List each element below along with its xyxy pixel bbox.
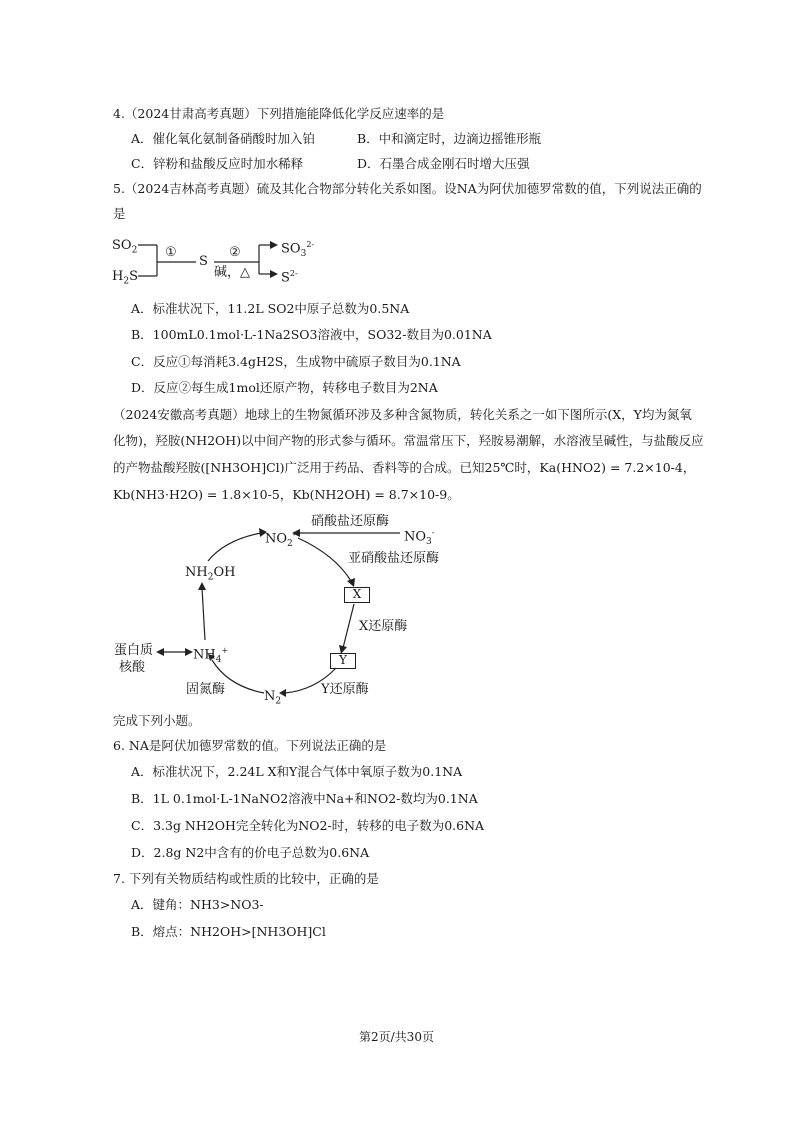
q4-option-c: C．锌粉和盐酸反应时加水稀释 — [131, 156, 304, 171]
q5-stem-line1: 5.（2024吉林高考真题）硫及其化合物部分转化关系如图。设NA为阿伏加德罗常数的值，下列说法正确的 — [113, 181, 702, 196]
q5-option-a: A．标准状况下，11.2L SO2中原子总数为0.5NA — [131, 301, 410, 316]
q7-option-b: B．熔点：NH2OH>[NH3OH]Cl — [131, 924, 326, 939]
no3-label: $NO_3^-$ — [404, 528, 435, 547]
so2-label: $SO_2$ — [112, 238, 138, 256]
q7-stem: 7. 下列有关物质结构或性质的比较中，正确的是 — [113, 871, 379, 886]
nitrogenase-label: 固氮酶 — [186, 682, 226, 697]
x-reductase-label: X还原酶 — [359, 619, 408, 634]
q6-option-b: B．1L 0.1mol·L-1NaNO2溶液中Na+和NO2-数均为0.1NA — [131, 791, 478, 806]
q7-option-a: A．键角：NH3>NO3- — [131, 897, 264, 912]
passage-line2: 化物)，羟胺(NH2OH)以中间产物的形式参与循环。常温常压下，羟胺易潮解，水溶液呈碱性，与盐酸反应 — [113, 433, 704, 448]
q4-option-a: A．催化氧化氨制备硝酸时加入铂 — [131, 131, 316, 146]
nh2oh-label: $NH_2OH$ — [185, 565, 236, 583]
q4-option-b: B．中和滴定时，边滴边摇锥形瓶 — [357, 131, 542, 146]
passage-line4: Kb(NH3·H2O) = 1.8×10-5，Kb(NH2OH) = 8.7×10-9。 — [113, 487, 460, 502]
y-reductase-label: Y还原酶 — [321, 682, 369, 697]
nitrate-reductase-label: 硝酸盐还原酶 — [311, 514, 390, 529]
nitrite-reductase-label: 亚硝酸盐还原酶 — [348, 551, 440, 566]
page-footer: 第2页/共30页 — [359, 1030, 434, 1044]
q6-option-c: C．3.3g NH2OH完全转化为NO2-时，转移的电子数为0.6NA — [131, 818, 485, 833]
s2-label: $S^{2-}$ — [281, 269, 298, 286]
q4-option-d: D．石墨合成金刚石时增大压强 — [357, 156, 530, 171]
condition-label: 碱，△ — [214, 265, 250, 280]
so3-label: $SO_3^{2-}$ — [281, 240, 315, 259]
n2-label: $N_2$ — [264, 689, 282, 707]
q5-stem-line2: 是 — [113, 206, 126, 221]
nh4-label: $NH_4^+$ — [193, 646, 229, 665]
complete-instruction: 完成下列小题。 — [113, 713, 201, 728]
sulfur-label: S — [199, 254, 208, 269]
q5-option-d: D．反应②每生成1mol还原产物，转移电子数目为2NA — [131, 380, 438, 395]
no2-label: $NO_2^-$ — [265, 530, 296, 549]
x-box: X — [344, 587, 370, 603]
step1-label: ① — [165, 245, 177, 260]
protein-label: 蛋白质 — [114, 643, 154, 658]
q6-stem: 6. NA是阿伏加德罗常数的值。下列说法正确的是 — [113, 738, 387, 753]
passage-line3: 的产物盐酸羟胺([NH3OH]Cl)广泛用于药品、香料等的合成。已知25℃时，Ka(HNO2) = 7.2×10-4， — [113, 460, 696, 475]
q6-option-d: D．2.8g N2中含有的价电子总数为0.6NA — [131, 845, 370, 860]
y-box: Y — [330, 653, 356, 669]
nucleic-acid-label: 核酸 — [119, 660, 146, 675]
q4-stem: 4.（2024甘肃高考真题）下列措施能降低化学反应速率的是 — [113, 106, 445, 121]
q5-option-c: C．反应①每消耗3.4gH2S，生成物中硫原子数目为0.1NA — [131, 354, 461, 369]
step2-label: ② — [229, 245, 241, 260]
passage-line1: （2024安徽高考真题）地球上的生物氮循环涉及多种含氮物质，转化关系之一如下图所示(X，Y均为氮氧 — [113, 407, 692, 422]
q5-option-b: B．100mL0.1mol·L-1Na2SO3溶液中，SO32-数目为0.01NA — [131, 327, 492, 342]
h2s-label: $H_2S$ — [112, 269, 138, 287]
q6-option-a: A．标准状况下，2.24L X和Y混合气体中氧原子数为0.1NA — [131, 764, 463, 779]
